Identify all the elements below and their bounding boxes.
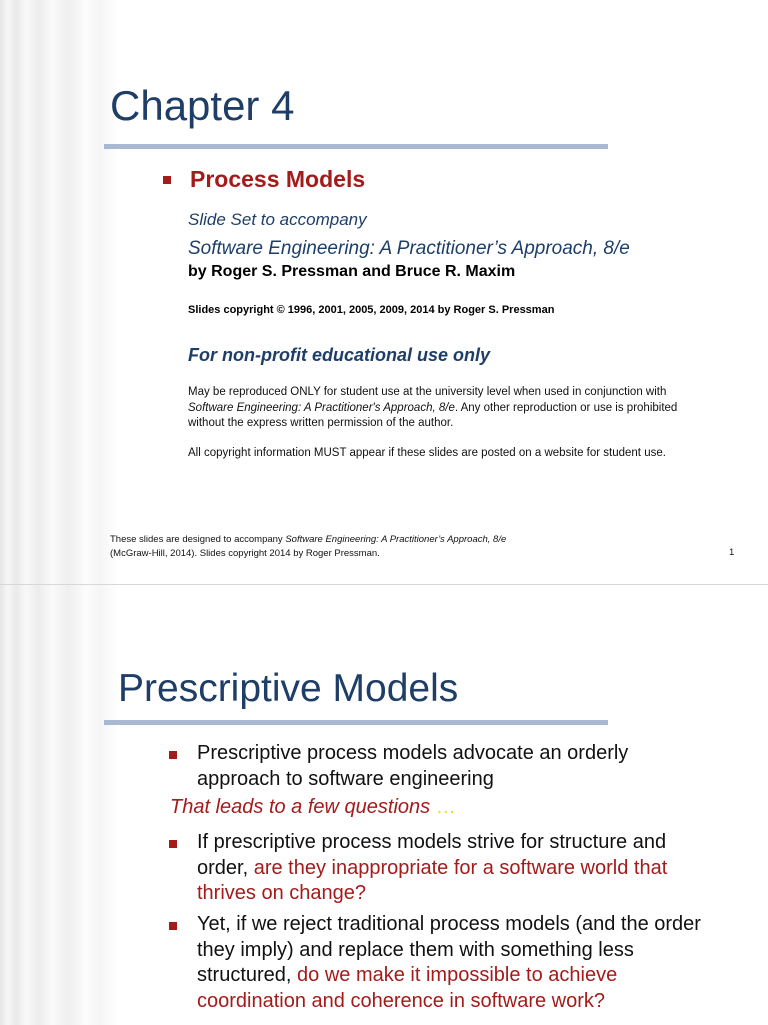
- title-divider: [104, 144, 608, 149]
- reproduction-book-title: Software Engineering: A Practitioner's Approach, 8/e: [188, 401, 455, 414]
- copyright-line: Slides copyright © 1996, 2001, 2005, 2009, 2014 by Roger S. Pressman: [188, 304, 555, 316]
- nonprofit-notice: For non-profit educational use only: [188, 345, 491, 365]
- bullet-item: [197, 912, 727, 1014]
- reproduction-text-a: May be reproduced ONLY for student use at the university level when used in conjunction with: [188, 386, 667, 398]
- authors-line: by Roger S. Pressman and Bruce R. Maxim: [188, 263, 516, 280]
- bullet-emphasis: do we make it impossible to achieve coordination and coherence in software work?: [197, 964, 618, 1012]
- footer-line-2: (McGraw-Hill, 2014). Slides copyright 2014 by Roger Pressman.: [110, 548, 380, 559]
- slide-footer: [110, 533, 506, 561]
- slide-prescriptive-models: [0, 584, 768, 1025]
- website-paragraph: All copyright information MUST appear if these slides are posted on a website for student use.: [188, 447, 666, 459]
- bullet-item: [197, 830, 717, 907]
- book-title: Software Engineering: A Practitioner’s Approach, 8/e: [188, 238, 630, 259]
- bullet-item: Prescriptive process models advocate an orderly approach to software engineering: [197, 742, 629, 790]
- reproduction-paragraph: [188, 385, 708, 432]
- section-heading: Process Models: [190, 166, 366, 192]
- reproduction-text-b: . Any other reproduction or use is prohibited without the express written permission of the author.: [188, 401, 678, 429]
- footer-book-title: Software Engineering: A Practitioner’s Approach, 8/e: [285, 534, 507, 545]
- slide-title: Chapter 4: [110, 82, 295, 129]
- questions-intro-text: That leads to a few questions: [170, 796, 431, 818]
- subtitle: Slide Set to accompany: [188, 210, 367, 229]
- bullet-square-icon: [169, 840, 177, 848]
- page-number: 1: [729, 547, 735, 558]
- bullet-text: Yet, if we reject traditional process models (and the order they imply) and replace them with something less structured,: [197, 913, 701, 986]
- ellipsis: …: [430, 796, 456, 818]
- slide-title: Prescriptive Models: [118, 667, 459, 710]
- title-divider: [104, 720, 608, 725]
- bullet-text: If prescriptive process models strive for structure and order,: [197, 831, 667, 879]
- bullet-square-icon: [169, 751, 177, 759]
- bullet-square-icon: [169, 922, 177, 930]
- bullet-square-icon: [163, 176, 171, 184]
- footer-text: These slides are designed to accompany: [110, 534, 286, 545]
- questions-intro: [170, 796, 456, 819]
- bullet-emphasis: are they inappropriate for a software world that thrives on change?: [197, 856, 668, 904]
